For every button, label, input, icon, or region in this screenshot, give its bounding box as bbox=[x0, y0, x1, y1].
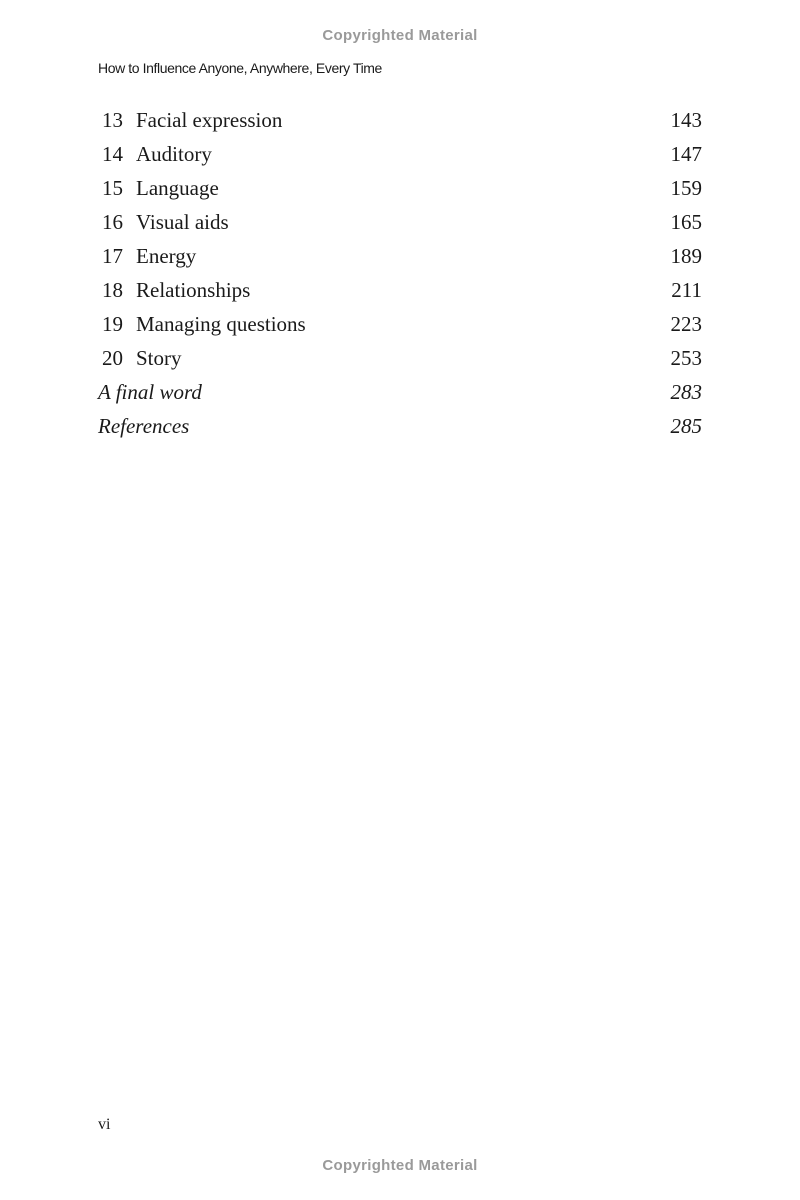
back-matter-title: References bbox=[98, 414, 190, 438]
chapter-number: 20 bbox=[102, 346, 123, 370]
page-number: 283 bbox=[670, 380, 702, 404]
chapter-title: Language bbox=[136, 176, 219, 200]
page-number: 253 bbox=[670, 346, 702, 370]
page-number: 143 bbox=[670, 108, 702, 132]
chapter-number: 14 bbox=[102, 142, 123, 166]
page-number: 147 bbox=[670, 142, 702, 166]
page-number: 211 bbox=[671, 278, 702, 302]
toc-entry-chapter-19[interactable] bbox=[98, 312, 704, 346]
toc-entry-references[interactable] bbox=[98, 414, 704, 448]
chapter-title: Auditory bbox=[136, 142, 212, 166]
chapter-title: Story bbox=[136, 346, 182, 370]
page-number: 285 bbox=[670, 414, 702, 438]
toc-entry-chapter-16[interactable] bbox=[98, 210, 704, 244]
page-number: 189 bbox=[670, 244, 702, 268]
chapter-title: Managing questions bbox=[136, 312, 306, 336]
toc-entry-final-word[interactable] bbox=[98, 380, 704, 414]
chapter-title: Facial expression bbox=[136, 108, 283, 132]
toc-entry-chapter-18[interactable] bbox=[98, 278, 704, 312]
chapter-title: Energy bbox=[136, 244, 197, 268]
chapter-number: 19 bbox=[102, 312, 123, 336]
chapter-title: Visual aids bbox=[136, 210, 229, 234]
chapter-number: 13 bbox=[102, 108, 123, 132]
back-matter-title: A final word bbox=[98, 380, 202, 404]
toc-entry-chapter-13[interactable] bbox=[98, 108, 704, 142]
toc-entry-chapter-14[interactable] bbox=[98, 142, 704, 176]
chapter-number: 16 bbox=[102, 210, 123, 234]
chapter-title: Relationships bbox=[136, 278, 251, 302]
page-number: 223 bbox=[670, 312, 702, 336]
toc-entry-chapter-20[interactable] bbox=[98, 346, 704, 380]
page-number: 159 bbox=[670, 176, 702, 200]
toc-entry-chapter-17[interactable] bbox=[98, 244, 704, 278]
chapter-number: 15 bbox=[102, 176, 123, 200]
chapter-number: 18 bbox=[102, 278, 123, 302]
chapter-number: 17 bbox=[102, 244, 123, 268]
copyright-watermark-top: Copyrighted Material bbox=[322, 27, 478, 44]
copyright-watermark-bottom: Copyrighted Material bbox=[322, 1157, 478, 1174]
table-of-contents bbox=[98, 108, 704, 448]
page-folio: vi bbox=[98, 1116, 111, 1133]
toc-entry-chapter-15[interactable] bbox=[98, 176, 704, 210]
page-number: 165 bbox=[670, 210, 702, 234]
running-head: How to Influence Anyone, Anywhere, Every Time bbox=[98, 60, 382, 76]
